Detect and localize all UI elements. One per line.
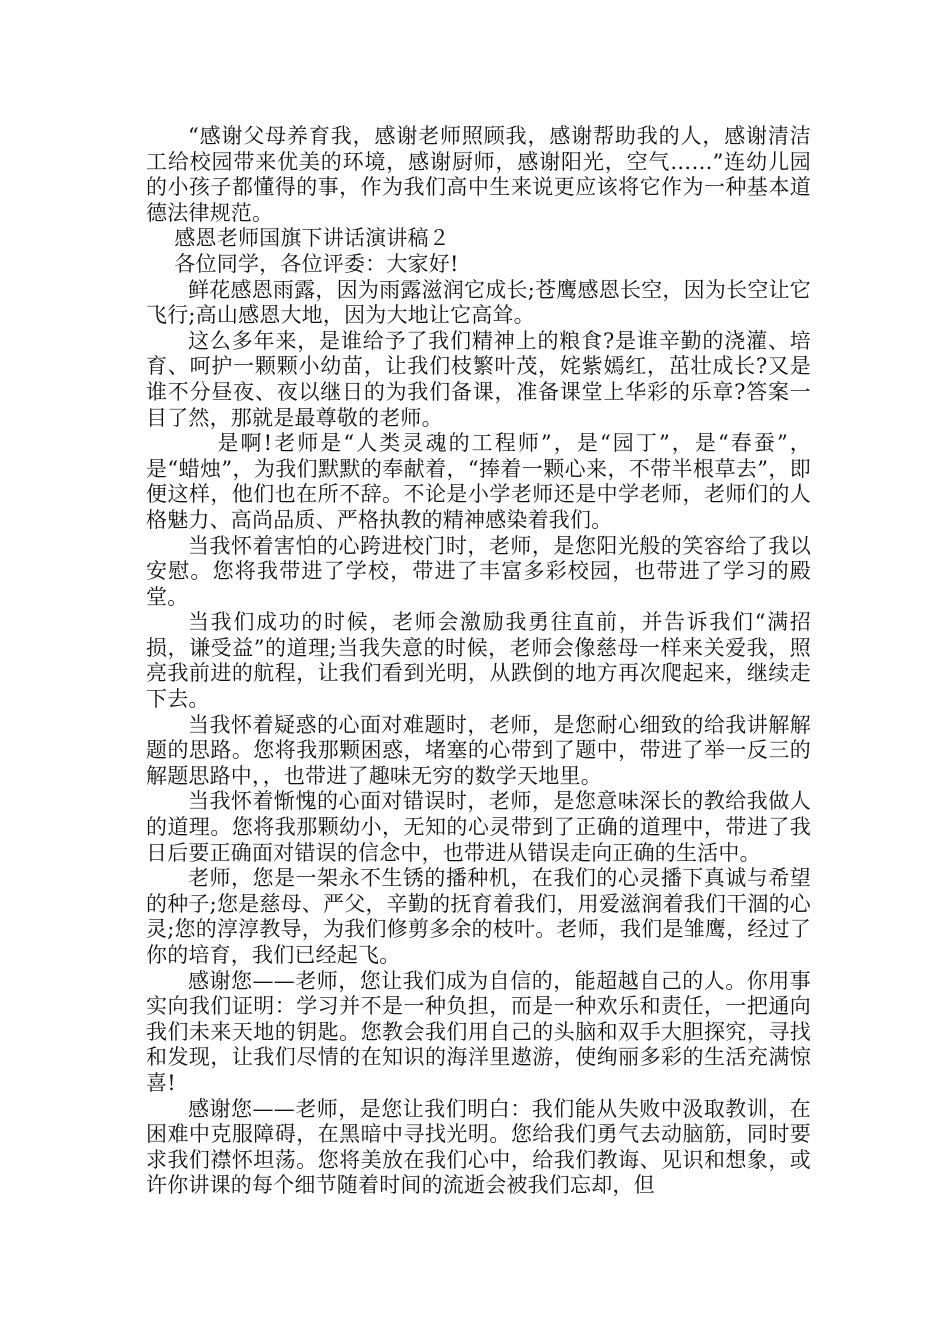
paragraph-thanks-lessons: 感谢您——老师，是您让我们明白：我们能从失败中汲取教训，在困难中克服障碍，在黑暗中寻找光明。您给我们勇气去动脑筋，同时要求我们襟怀坦荡。您将美放在我们心中，给我们教诲、见识和想象，或许你讲课的每个细节随着时间的流逝会被我们忘却，但 <box>146 1096 811 1198</box>
paragraph-school-entry: 当我怀着害怕的心跨进校门时，老师，是您阳光般的笑容给了我以安慰。您将我带进了学校，带进了丰富多彩校园，也带进了学习的殿堂。 <box>146 533 811 609</box>
paragraph-seeder: 老师，您是一架永不生锈的播种机，在我们的心灵播下真诚与希望的种子;您是慈母、严父，辛勤的抚育着我们，用爱滋润着我们干涸的心灵;您的淳淳教导，为我们修剪多余的枝叶。老师，我们是雏鹰，经过了你的培育，我们已经起飞。 <box>146 866 811 967</box>
paragraph-who-gave: 这么多年来，是谁给予了我们精神上的粮食?是谁辛勤的浇灌、培育、呵护一颗颗小幼苗，让我们枝繁叶茂，姹紫嫣红，茁壮成长?又是谁不分昼夜、夜以继日的为我们备课，准备课堂上华彩的乐章?答案一目了然，那就是最尊敬的老师。 <box>146 328 811 430</box>
document-body <box>146 124 811 1199</box>
paragraph-mistakes: 当我怀着惭愧的心面对错误时，老师，是您意味深长的教给我做人的道理。您将我那颗幼小，无知的心灵带到了正确的道理中，带进了我日后要正确面对错误的信念中，也带进从错误走向正确的生活中。 <box>146 789 811 865</box>
speech-title: 感恩老师国旗下讲话演讲稿２ <box>174 226 450 251</box>
paragraph-gratitude-list: “感谢父母养育我，感谢老师照顾我，感谢帮助我的人，感谢清洁工给校园带来优美的环境，感谢厨师，感谢阳光，空气……”连幼儿园的小孩子都懂得的事，作为我们高中生来说更应该将它作为一种基本道德法律规范。 <box>146 124 811 225</box>
paragraph-teacher-praise: 是啊!老师是“人类灵魂的工程师”，是“园丁”，是“春蚕”，是“蜡烛”，为我们默默的奉献着，“捧着一颗心来，不带半根草去”，即便这样，他们也在所不辞。不论是小学老师还是中学老师，老师们的人格魅力、高尚品质、严格执教的精神感染着我们。 <box>146 431 811 532</box>
paragraph-thanks-confidence: 感谢您——老师，您让我们成为自信的，能超越自己的人。你用事实向我们证明：学习并不是一种负担，而是一种欢乐和责任，一把通向我们未来天地的钥匙。您教会我们用自己的头脑和双手大胆探究，寻找和发现，让我们尽情的在知识的海洋里遨游，使绚丽多彩的生活充满惊喜! <box>146 968 811 1095</box>
speech-greeting: 各位同学，各位评委：大家好! <box>174 251 459 276</box>
paragraph-success-failure: 当我们成功的时候，老师会激励我勇往直前，并告诉我们“满招损，谦受益”的道理;当我失意的时候，老师会像慈母一样来关爱我，照亮我前进的航程，让我们看到光明，从跌倒的地方再次爬起来，继续走下去。 <box>146 610 811 712</box>
paragraph-nature-gratitude: 鲜花感恩雨露，因为雨露滋润它成长;苍鹰感恩长空，因为长空让它飞行;高山感恩大地，因为大地让它高耸。 <box>146 277 811 328</box>
paragraph-problem-solving: 当我怀着疑惑的心面对难题时，老师，是您耐心细致的给我讲解解题的思路。您将我那颗困惑，堵塞的心带到了题中，带进了举一反三的解题思路中，，也带进了趣味无穷的数学天地里。 <box>146 712 811 788</box>
